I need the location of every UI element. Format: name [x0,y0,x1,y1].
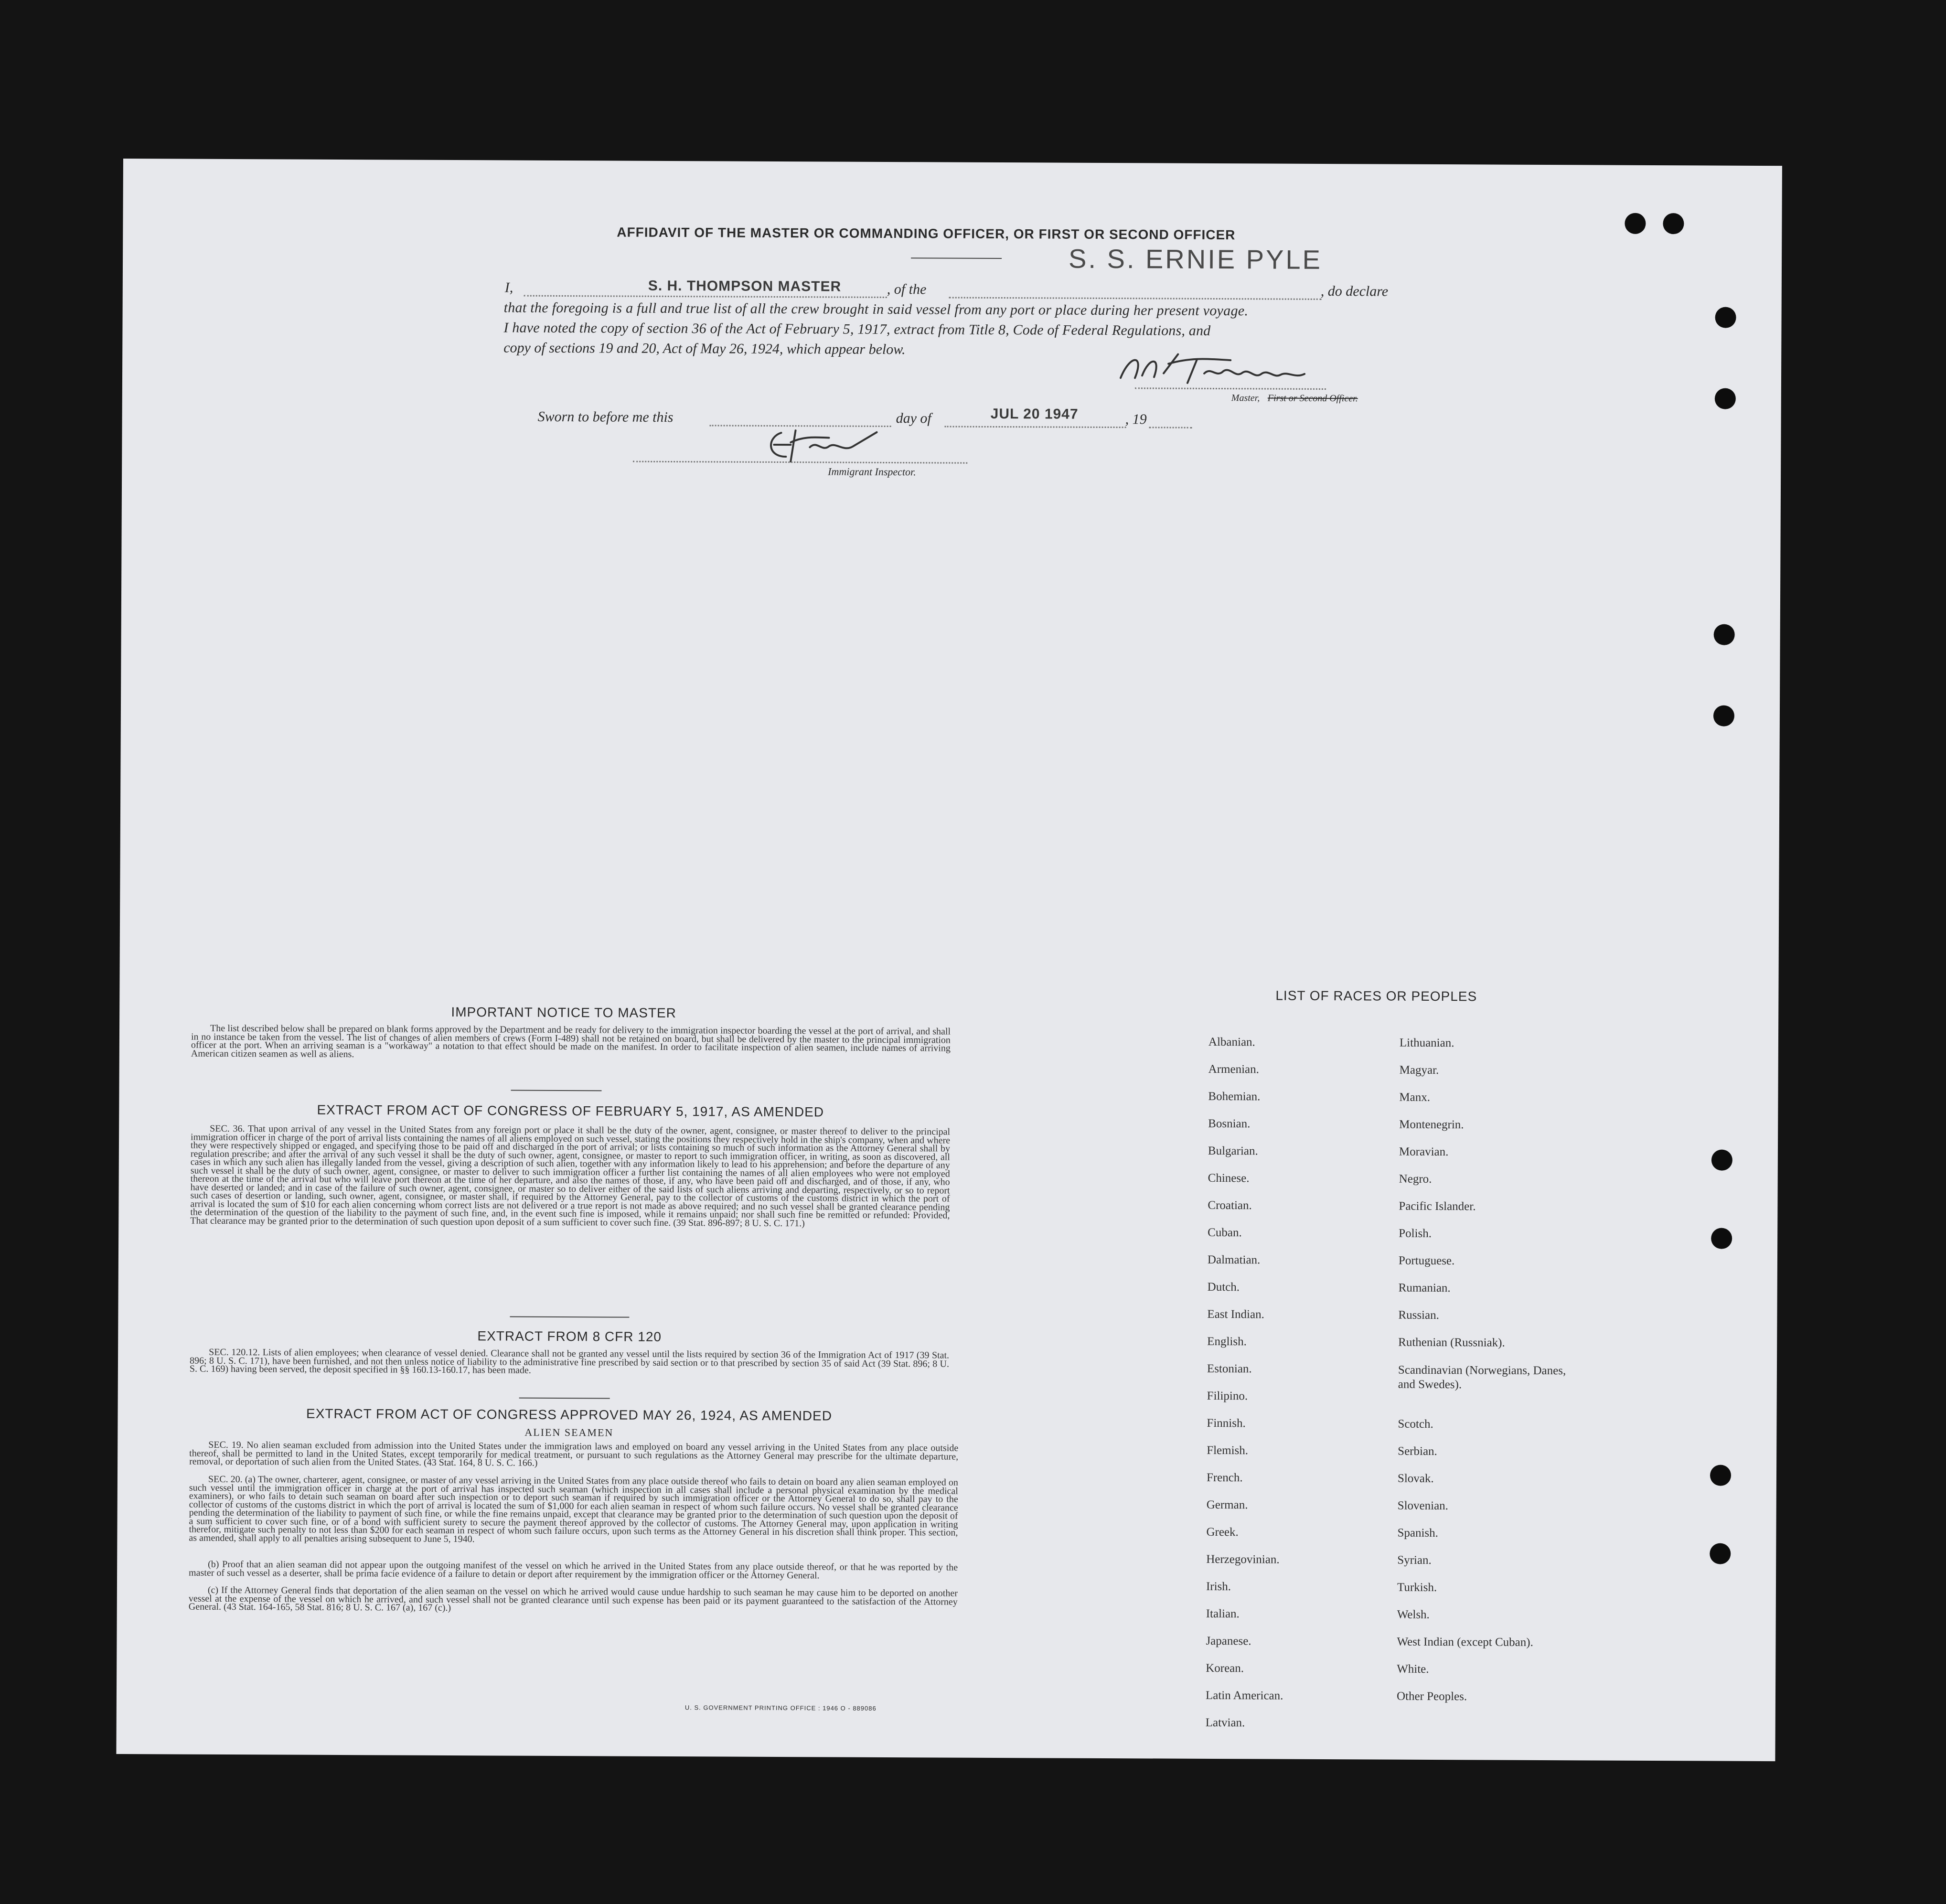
printer-imprint: U. S. GOVERNMENT PRINTING OFFICE : 1946 O - 889086 [684,1704,877,1712]
punch-hole [1710,1465,1731,1486]
race-item: Polish. [1399,1227,1432,1240]
of-the-label: , of the [887,281,927,298]
sworn-label: Sworn to before me this [537,408,674,426]
extract-1917-text: SEC. 36. That upon arrival of any vessel in the United States from any foreign port or place it shall be the duty of the owner, agent, consignee, or master thereof to deliver to the principal immigration officer in charge of the port of arrival lists containing the names of all aliens employed on such vessel, stating the positions they respectively hold in the ship's company, when and where they were respectively shipped or engaged, and specifying those to be paid off and discharged in the port of arrival; or lists containing so much of such information as the Attorney General shall by regulation prescribe; and after the arrival of any such vessel it shall be the duty of such owner, agent, consignee, or master to report to such immigration officer, in writing, as soon as discovered, all cases in which any such alien has illegally landed from the vessel, giving a description of such alien, together with any information likely to lead to his apprehension; and before the departure of any such vessel it shall be the duty of such owner, agent, consignee, or master to deliver to such immigration officer a further list containing the names of all alien employees who were not employed thereon at the time of the arrival but who will leave port thereon at the time of her departure, and also the names of those, if any, who have been paid off and discharged, and of those, if any, who have deserted or landed; and in case of the failure of such owner, agent, consignee, or master so to deliver either of the said lists of such aliens arriving and departing, respectively, or so to report such cases of desertion or landing, such owner, agent, consignee, or master shall, if required by the Attorney General, pay to the collector of customs of the customs district in which the port of arrival is located the sum of $10 for each alien concerning whom correct lists are not delivered or a true report is not made as above required; and no such vessel shall be granted clearance pending the determination of the question of the liability to the payment of such fine, and, in the event such fine is imposed, while it remains unpaid; nor shall such fine be remitted or refunded: Provided, That clearance may be granted prior to the determination of such question upon deposit of a sum sufficient to cover such fine. (39 Stat. 896-897; 8 U. S. C. 171.) [190,1123,951,1229]
inspector-signature [762,423,915,467]
race-item: Estonian. [1207,1362,1252,1376]
race-item: Russian. [1398,1308,1439,1322]
race-item: Albanian. [1208,1035,1255,1049]
race-item: Scandinavian (Norwegians, Danes, and Swedes). [1398,1363,1566,1391]
document-page [116,159,1782,1761]
race-item: Serbian. [1398,1444,1437,1458]
race-item: East Indian. [1207,1307,1264,1321]
race-item: Magyar. [1399,1063,1439,1077]
officer-struck-label: First or Second Officer. [1267,393,1358,404]
notice-title: IMPORTANT NOTICE TO MASTER [451,1005,677,1021]
cfr-title: EXTRACT FROM 8 CFR 120 [477,1328,662,1344]
race-item: Greek. [1206,1525,1239,1539]
master-signature-line [1135,387,1326,390]
punch-hole [1625,213,1646,234]
punch-hole [1714,624,1735,645]
race-item: Filipino. [1207,1389,1248,1403]
race-item: Finnish. [1207,1416,1246,1430]
punch-hole [1715,307,1736,328]
race-item: Negro. [1399,1172,1432,1186]
race-item: French. [1206,1471,1243,1485]
race-item: Spanish. [1397,1526,1438,1540]
master-name-stamp: S. H. THOMPSON MASTER [648,278,842,295]
race-item: English. [1207,1335,1247,1348]
declaration-i-label: I, [504,279,513,296]
punch-hole [1663,213,1684,234]
notice-text: The list described below shall be prepared on blank forms approved by the Department and be ready for delivery to the immigration inspector boarding the vessel at the port of arrival, and shall in no instance be taken from the vessel. The list of changes of alien members of crews (Form I-489) shall not be retained on board, but shall be delivered by the master to the principal immigration officer at the port. When an arriving seaman is a "workaway" a notation to that effect should be made on the manifest. In order to facilitate inspection of alien seamen, include names of arriving American citizen seamen as well as aliens. [191,1023,951,1059]
title-rule [911,257,1002,259]
race-item: West Indian (except Cuban). [1397,1635,1533,1649]
declaration-line-1: that the foregoing is a full and true list of all the crew brought in said vessel from any port or place during her present voyage. [503,300,1249,319]
race-item: Chinese. [1208,1171,1250,1185]
race-item: Armenian. [1208,1062,1259,1076]
master-label: Master, [1231,393,1260,404]
punch-hole [1711,1150,1732,1171]
punch-hole [1711,1228,1732,1249]
extract-1924-title: EXTRACT FROM ACT OF CONGRESS APPROVED MAY 26, 1924, AS AMENDED [306,1406,833,1423]
extract-1924-sec20b: (b) Proof that an alien seaman did not appear upon the outgoing manifest of the vessel on which he arrived in the United States from any place outside thereof, or that he was reported by the master of such vessel as a deserter, shall be prima facie evidence of a failure to detain or deport after requirement by the immigration officer or the Attorney General. [189,1559,958,1581]
race-item: Croatian. [1208,1198,1252,1212]
extract-1917-title: EXTRACT FROM ACT OF CONGRESS OF FEBRUARY 5, 1917, AS AMENDED [317,1102,824,1120]
name-field-line [524,295,887,298]
race-item: Scotch. [1398,1417,1433,1431]
race-item: Herzegovinian. [1206,1552,1280,1566]
race-item: Portuguese. [1398,1254,1455,1268]
day-of-label: day of [896,410,931,427]
race-item: White. [1397,1662,1429,1676]
race-item: Ruthenian (Russniak). [1398,1336,1505,1349]
race-item: Syrian. [1397,1553,1432,1567]
do-declare-label: , do declare [1320,283,1389,300]
race-item: Turkish. [1397,1581,1437,1594]
year-line [1149,427,1192,428]
race-item: Montenegrin. [1399,1118,1464,1132]
race-item: Other Peoples. [1396,1690,1467,1703]
race-item: Bulgarian. [1208,1144,1258,1158]
declaration-line-2: I have noted the copy of section 36 of the Act of February 5, 1917, extract from Title 8, Code of Federal Regulations, and [503,320,1211,339]
affidavit-title: AFFIDAVIT OF THE MASTER OR COMMANDING OFFICER, OR FIRST OR SECOND OFFICER [617,225,1236,243]
race-item: Korean. [1206,1661,1244,1675]
extract-1924-sec19: SEC. 19. No alien seaman excluded from admission into the United States under the immigration laws and employed on board any vessel arriving in the United States from any place outside thereof, shall be permitted to land in the United States, except temporarily for medical treatment, or pursuant to such regulations as the Attorney General may prescribe for the ultimate departure, removal, or deportation of such alien from the United States. (43 Stat. 164, 8 U. S. C. 166.) [189,1439,959,1468]
race-item: Flemish. [1207,1444,1249,1457]
vessel-name-stamp: S. S. ERNIE PYLE [1068,243,1323,275]
year-label: , 19 [1125,411,1147,428]
punch-hole [1710,1543,1731,1564]
extract-1924-sec20a: SEC. 20. (a) The owner, charterer, agent, consignee, or master of any vessel arriving in the United States from any place outside thereof who fails to detain on board any alien seaman employed on such vessel until the immigration officer in charge at the port of arrival has inspected such seaman (which inspection in all cases shall include a personal physical examination by the medical examiners), or who fails to detain such seaman on board after such inspection or to deport such seaman if required by such immigration officer or the Attorney General to do so, shall pay to the collector of customs of the customs district in which the port of arrival is located the sum of $1,000 for each alien seaman in respect of whom such failure occurs. No vessel shall be granted clearance pending the determination of the liability to payment of such fine, or while the fine remains unpaid, except that clearance may be granted prior to the determination of such question upon the deposit of a sum sufficient to cover such fine, or of a bond with sufficient surety to secure the payment thereof approved by the collector of customs. The Attorney General may, upon application in writing therefor, mitigate such penalty to not less than $200 for each seaman in respect of whom such failure occurs, upon such terms as the Attorney General in his discretion shall think proper. This section, as amended, shall apply to all penalties arising subsequent to June 5, 1940. [189,1474,958,1544]
race-item: Cuban. [1208,1226,1242,1240]
race-item: Welsh. [1397,1608,1430,1621]
race-item: Moravian. [1399,1145,1449,1159]
race-item: Italian. [1206,1607,1240,1621]
race-item: Bosnian. [1208,1117,1251,1131]
race-item: Pacific Islander. [1399,1199,1476,1213]
race-item: Dutch. [1207,1280,1240,1294]
extract-1924-sec20c: (c) If the Attorney General finds that deportation of the alien seaman on the vessel on which he arrived would cause undue hardship to such seaman he may cause him to be deported on another vessel at the expense of the vessel on which he arrived, and such vessel shall not be granted clearance until such expense has been paid or its payment guaranteed to the satisfaction of the Attorney General. (43 Stat. 164-165, 58 Stat. 816; 8 U. S. C. 167 (a), 167 (c).) [188,1584,958,1614]
cfr-text: SEC. 120.12. Lists of alien employees; when clearance of vessel denied. Clearance shall not be granted any vessel until the lists required by section 36 of the Immigration Act of 1917 (39 Stat. 896; 8 U. S. C. 171), have been furnished, and not then unless notice of liability to the administrative fine prescribed by said section or to that prescribed by section 35 of said Act (39 Stat. 896; 8 U. S. C. 169) having been served, the deposit specified in §§ 160.13-160.17, has been made. [189,1347,950,1376]
inspector-label: Immigrant Inspector. [828,465,916,478]
races-title: LIST OF RACES OR PEOPLES [1275,988,1477,1004]
race-item: Manx. [1399,1091,1431,1104]
race-item: Irish. [1206,1580,1231,1594]
race-item: German. [1206,1498,1248,1512]
race-item: Latvian. [1205,1716,1245,1730]
race-item: Bohemian. [1208,1090,1261,1103]
declaration-line-3: copy of sections 19 and 20, Act of May 26, 1924, which appear below. [503,340,906,358]
extract-1924-subtitle: ALIEN SEAMEN [524,1426,614,1439]
punch-hole [1715,388,1736,409]
race-item: Dalmatian. [1207,1253,1261,1267]
vessel-field-line [949,297,1322,300]
race-item: Rumanian. [1398,1281,1451,1295]
punch-hole [1713,706,1734,727]
race-item: Slovak. [1397,1472,1434,1485]
race-item: Japanese. [1206,1634,1251,1648]
section-rule [510,1316,629,1318]
section-rule [519,1398,610,1399]
race-item: Latin American. [1205,1689,1283,1702]
date-stamp: JUL 20 1947 [990,406,1079,422]
master-signature [1116,349,1336,388]
sworn-month-line [945,426,1126,428]
race-item: Slovenian. [1397,1499,1449,1513]
section-rule [511,1090,601,1091]
race-item: Lithuanian. [1399,1036,1454,1050]
